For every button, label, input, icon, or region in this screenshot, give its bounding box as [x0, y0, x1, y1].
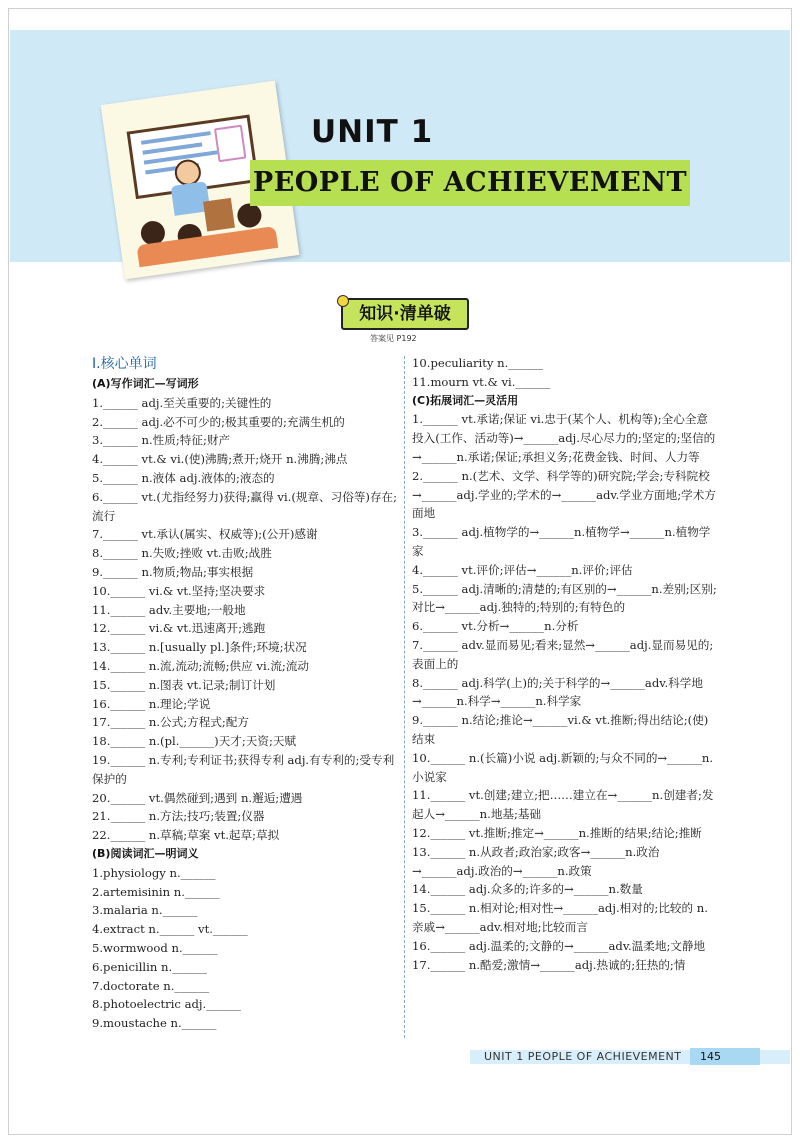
vocab-item: 16.______ adj.温柔的;文静的→______adv.温柔地;文静地 [412, 938, 706, 953]
vocab-item: 16.______ n.理论;学说 [92, 696, 211, 711]
section-heading: Ⅰ.核心单词 [92, 356, 157, 372]
vocab-item: 6.penicillin n.______ [92, 959, 207, 974]
vocab-item: 2.artemisinin n.______ [92, 884, 220, 899]
vocab-item: 12.______ vt.推断;推定→______n.推断的结果;结论;推断 [412, 825, 702, 840]
vocab-item: 14.______ n.流,流动;流畅;供应 vi.流;流动 [92, 658, 310, 673]
vocab-item: 8.______ adj.科学(上)的;关于科学的→______adv.科学地→______n.科学→______n.科学家 [412, 675, 703, 709]
lightbulb-icon [337, 295, 349, 307]
vocab-item: 11.______ adv.主要地;一般地 [92, 602, 246, 617]
vocab-item: 7.______ vt.承认(属实、权威等);(公开)感谢 [92, 527, 318, 542]
vocab-item: 4.extract n.______ vt.______ [92, 922, 248, 937]
vocab-item: 7.______ adv.显而易见;看来;显然→______adj.显而易见的;表面上的 [412, 637, 714, 671]
vocab-list-b-continued [412, 354, 718, 392]
vocab-item: 3.______ n.性质;特征;财产 [92, 433, 231, 448]
vocab-item: 3.malaria n.______ [92, 903, 198, 918]
vocab-item: 4.______ vt.评价;评估→______n.评价;评估 [412, 562, 633, 577]
unit-title: UNIT 1 [311, 114, 434, 150]
vocab-item: 4.______ vt.& vi.(使)沸腾;煮开;烧开 n.沸腾;沸点 [92, 452, 348, 467]
running-title: UNIT 1 PEOPLE OF ACHIEVEMENT [484, 1050, 682, 1063]
answer-reference: 答案见 P192 [370, 334, 417, 343]
vocab-item: 20.______ vt.偶然碰到;遇到 n.邂逅;遭遇 [92, 790, 303, 805]
vocab-item: 11.______ vt.创建;建立;把……建立在→______n.创建者;发起人→______n.地基;基础 [412, 788, 714, 822]
vocab-item: 17.______ n.公式;方程式;配方 [92, 715, 250, 730]
section-badge [337, 298, 467, 328]
vocab-item: 1.______ vt.承诺;保证 vi.忠于(某个人、机构等);全心全意投入(工作、活动等)→______adj.尽心尽力的;坚定的;坚信的→______n.承诺;保证;承担义务;花费金钱、时间、人力等 [412, 412, 716, 464]
vocab-item: 1.physiology n.______ [92, 865, 216, 880]
vocab-item: 22.______ n.草稿;草案 vt.起草;草拟 [92, 828, 280, 843]
vocab-item: 6.______ vt.分析→______n.分析 [412, 619, 579, 634]
vocab-list-a [92, 394, 398, 845]
vocab-item: 19.______ n.专利;专利证书;获得专利 adj.有专利的;受专利保护的 [92, 752, 395, 786]
badge-label: 知识·清单破 [341, 298, 469, 330]
vocab-item: 10.peculiarity n.______ [412, 356, 544, 370]
vocab-item: 13.______ n.[usually pl.]条件;环境;状况 [92, 640, 307, 655]
vocab-item: 15.______ n.图表 vt.记录;制订计划 [92, 677, 276, 692]
vocab-item: 9.______ n.结论;推论→______vi.& vt.推断;得出结论;(使)结束 [412, 713, 709, 746]
unit-subtitle: PEOPLE OF ACHIEVEMENT [250, 160, 690, 206]
vocab-item: 15.______ n.相对论;相对性→______adj.相对的;比较的 n.亲戚→______adv.相对地;比较而言 [412, 901, 708, 934]
vocab-item: 8.______ n.失败;挫败 vt.击败;战胜 [92, 546, 272, 561]
vocab-item: 13.______ n.从政者;政治家;政客→______n.政治→______adj.政治的→______n.政策 [412, 844, 660, 878]
vocab-list-c [412, 410, 718, 974]
left-column [92, 354, 398, 1033]
vocab-item: 18.______ n.(pl.______)天才;天资;天赋 [92, 734, 297, 749]
vocab-item: 5.______ n.液体 adj.液体的;液态的 [92, 470, 275, 485]
vocab-item: 12.______ vi.& vt.迅速离开;逃跑 [92, 621, 266, 636]
vocab-item: 7.doctorate n.______ [92, 978, 210, 993]
subsection-heading: (C)拓展词汇—灵活用 [412, 393, 519, 407]
vocab-item: 21.______ n.方法;技巧;装置;仪器 [92, 809, 265, 824]
lectern [203, 198, 235, 232]
vocab-item: 10.______ vi.& vt.坚持;坚决要求 [92, 583, 266, 598]
vocab-item: 17.______ n.酷爱;激情→______adj.热诚的;狂热的;情 [412, 957, 686, 972]
vocab-item: 11.mourn vt.& vi.______ [412, 374, 551, 389]
vocab-item: 14.______ adj.众多的;许多的→______n.数量 [412, 882, 643, 897]
vocab-item: 3.______ adj.植物学的→______n.植物学→______n.植物学家 [412, 525, 711, 558]
page-number: 145 [690, 1048, 760, 1065]
vocab-item: 5.______ adj.清晰的;清楚的;有区别的→______n.差别;区别;对比→______adj.独特的;特别的;有特色的 [412, 581, 717, 615]
right-column [412, 354, 718, 974]
vocab-item: 2.______ adj.必不可少的;极其重要的;充满生机的 [92, 414, 345, 429]
vocab-item: 6.______ vt.(尤指经努力)获得;赢得 vi.(规章、习俗等)存在;流行 [92, 489, 398, 523]
column-divider [404, 356, 405, 1038]
vocab-list-b [92, 864, 398, 1033]
subsection-heading: (B)阅读词汇—明词义 [92, 846, 199, 860]
subsection-heading: (A)写作词汇—写词形 [92, 377, 199, 390]
vocab-item: 5.wormwood n.______ [92, 940, 218, 955]
vocab-item: 2.______ n.(艺术、文学、科学等的)研究院;学会;专科院校→______adj.学业的;学术的→______adv.学业方面地;学术方面地 [412, 468, 716, 521]
vocab-item: 9.moustache n.______ [92, 1016, 217, 1031]
vocab-item: 1.______ adj.至关重要的;关键性的 [92, 395, 272, 410]
vocab-item: 10.______ n.(长篇)小说 adj.新颖的;与众不同的→______n.小说家 [412, 750, 714, 784]
vocab-item: 8.photoelectric adj.______ [92, 997, 241, 1012]
vocab-item: 9.______ n.物质;物品;事实根据 [92, 564, 254, 579]
